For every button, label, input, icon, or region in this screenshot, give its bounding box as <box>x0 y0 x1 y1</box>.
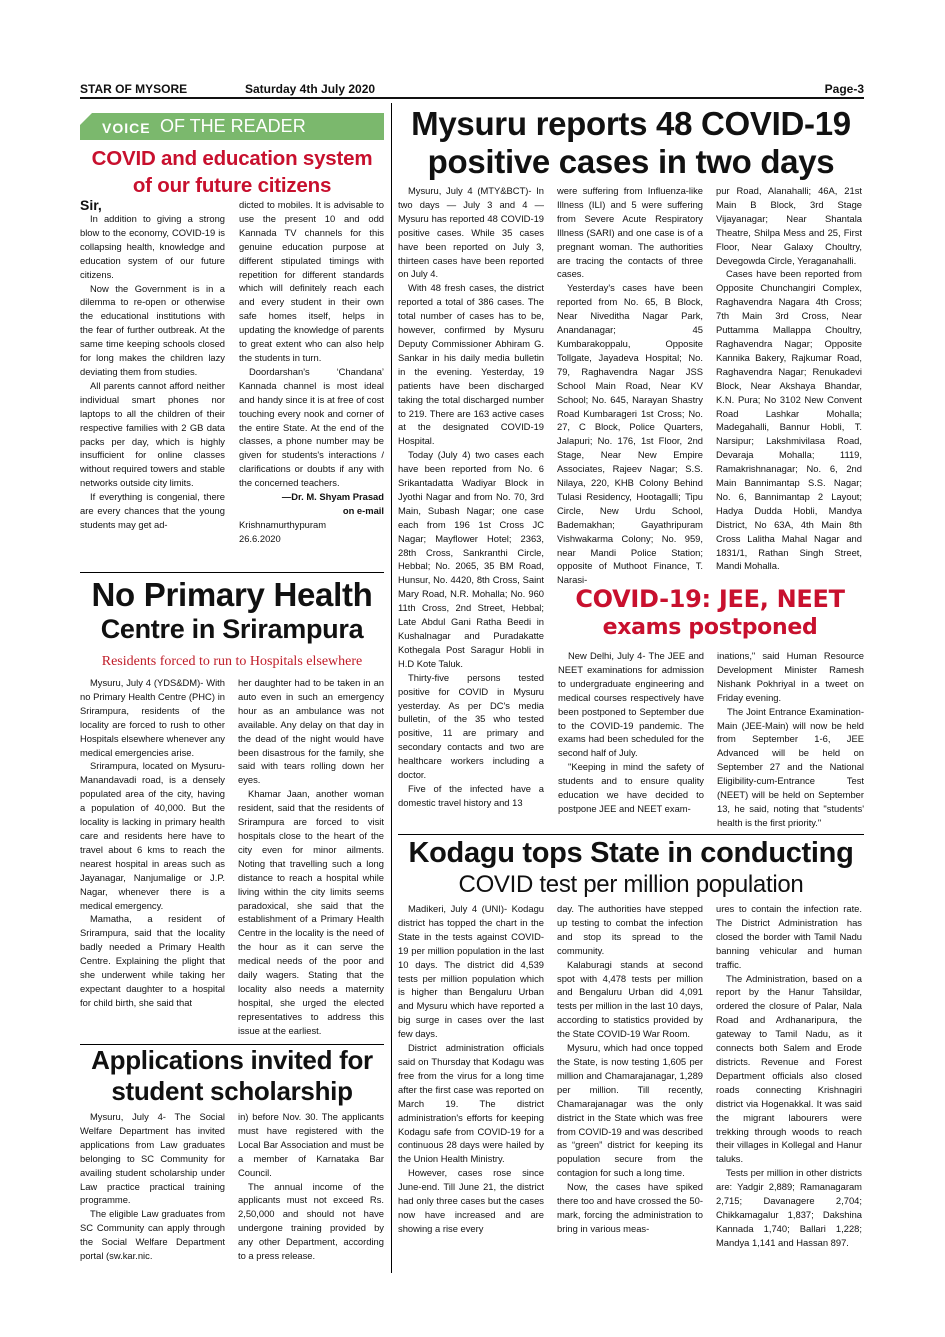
paragraph: In addition to giving a strong blow to the economy, COVID-19 is collapsing health, knowledge and education system of our future citizens. <box>80 213 225 280</box>
kodagu-body <box>398 902 864 1272</box>
letter-signature-via: on e-mail <box>342 504 384 516</box>
paragraph: her daughter had to be taken in an auto even in such an emergency hour as an ambulance was not available. Any delay on that day in the dead of the night would have been disastrous for the family, she said with tears rolling down her eyes. <box>238 677 384 786</box>
paragraph: Khamar Jaan, another woman resident, said that the residents of Srirampura are forced to visit hospitals close to the heart of the city even for minor ailments. Noting that travelling such a long distance to reach a hospital while living within the city limits seems paradoxical, she said that the establishment of a Primary Health Centre in the locality is the need of the hour as it can serve the medical needs of the poor and daily wagers. Stating that the locality also needs a maternity hospital, she urged the elected representatives to address this issue at the earliest. <box>238 788 384 1036</box>
phc-body <box>80 676 384 1042</box>
paragraph: With 48 fresh cases, the district reported a total of 386 cases. The total number of cases has to be, however, confirmed by Mysuru Deputy Commissioner Abhiram G. Sankar in his daily media bulletin in the evening. Yesterday, 19 patients have been discharged taking the total discharged number to 219. There are 163 active cases at the designated COVID-19 Hospital. <box>398 282 544 447</box>
scholarship-col-1 <box>80 1110 225 1272</box>
jee-col-2 <box>717 649 864 831</box>
paragraph: The Administration, based on a report by the Hanur Tahsildar, ordered the closure of Palar, Nala Road and Ardhanaripura, the gateway to Tamil Nadu, as it connects both Salem and Erode districts. Revenue and Forest Department officials also closed roads connecting Krishnagiri district via Hogenakkal. It was said the migrant labourers were trekking through woods to reach their villages in Kollegal and Hanur taluks. <box>716 972 862 1165</box>
column-divider <box>391 103 392 1273</box>
paragraph: The eligible Law graduates from SC Community can apply through the Social Welfare Department portal (sw.kar.nic. <box>80 1208 225 1262</box>
salutation: Sir, <box>80 197 102 213</box>
phc-col-2 <box>238 676 384 1042</box>
letter-headline <box>80 145 384 199</box>
phc-subhead: Residents forced to run to Hospitals elsewhere <box>101 654 363 669</box>
paragraph: The annual income of the applicants must not exceed Rs. 2,50,000 and should not have undergone training provided by any other Department, according to a press release. <box>238 1180 384 1262</box>
kodagu-headline <box>398 836 864 900</box>
phc-col-1 <box>80 676 225 1042</box>
issue-date: Saturday 4th July 2020 <box>245 82 376 96</box>
letter-col-1 <box>80 198 225 568</box>
covid-col-1 <box>398 184 544 808</box>
paragraph: were suffering from Influenza-like Illness (ILI) and 5 were suffering from Severe Acute Respiratory Illness (SARI) and one case is of a pregnant woman. The authorities are tracing the contacts of three cases. <box>557 185 703 280</box>
covid-headline-line2: positive cases in two days <box>427 143 835 180</box>
phc-headline-line2: Centre in Srirampura <box>100 614 364 644</box>
jee-col-1 <box>558 649 704 831</box>
header-rule <box>80 97 864 99</box>
paragraph: However, cases rose since June-end. Till June 21, the district had only three cases but the cases now have increased and are showing a rise every <box>398 1167 544 1234</box>
kodagu-col-1 <box>398 902 544 1272</box>
jee-headline-line2: exams postponed <box>602 615 818 640</box>
paragraph: pur Road, Alanahalli; 46A, 21st Main B Block, 3rd Stage Vijayanagar; Near Shantala Theatre, Shilpa Mess and 25, First Floor, Near Galaxy Choultry, Devegowda Circle, Yeraganahalli. <box>716 185 862 266</box>
paragraph: Kalaburagi stands at second spot with 4,478 tests per million and Bengaluru Urban did 4,091 tests per million in the last 10 days, according to statistics provided by the State COVID-19 War Room. <box>557 958 703 1040</box>
letter-place: Krishnamurthypuram <box>239 518 327 530</box>
letter-headline-line2: of our future citizens <box>132 174 332 197</box>
covid-headline-line1: Mysuru reports 48 COVID-19 <box>411 105 851 142</box>
paragraph: Mamatha, a resident of Srirampura, said that the locality badly needed a Primary Health Centre. Explaining the plight that she underwent while taking her expectant daughter to a hospital for child birth, she said that <box>80 913 225 1008</box>
covid-headline <box>398 105 864 181</box>
letter-signature: —Dr. M. Shyam Prasad <box>281 491 384 503</box>
paragraph: ures to contain the infection rate. The District Administration has closed the border with Tamil Nadu banning vehicular and human traffic. <box>716 903 862 970</box>
paragraph: Now the Government is in a dilemma to re-open or otherwise the educational institutions with the fear of further outbreak. At the same time keeping schools closed for long makes the children lazy deviating them from studies. <box>80 282 225 377</box>
covid-col-2 <box>557 184 703 586</box>
covid-col-3 <box>716 184 862 576</box>
paragraph: If everything is congenial, there are every chances that the young students may get ad- <box>80 491 225 530</box>
paragraph: Tests per million in other districts are: Yadgir 2,889; Ramanagaram 2,715; Davanagere 2,704; Chikkamagalur 1,837; Dakshina Kannada 1,740; Ballari 1,228; Mandya 1,141 and Hassan 897. <box>716 1167 862 1248</box>
voice-of-reader-band <box>80 113 384 140</box>
scholarship-headline-line2: student scholarship <box>111 1076 353 1106</box>
phc-headline-line1: No Primary Health <box>91 576 373 613</box>
jee-headline-line1: COVID-19: JEE, NEET <box>575 585 845 613</box>
paragraph: Mysuru, July 4- The Social Welfare Department has invited applications from Law graduates belonging to SC Community for availing student scholarship under Law practice practical training programme. <box>80 1111 225 1206</box>
of-the-reader-label: OF THE READER <box>160 116 306 136</box>
paragraph: District administration officials said on Thursday that Kodagu was free from the virus for a long time after the first case was reported on March 19. The district administration's efforts for keeping Kodagu safe from COVID-19 for a continuous 28 days were hailed by the Union Health Ministry. <box>398 1042 544 1165</box>
paragraph: Madikeri, July 4 (UNI)- Kodagu district has topped the chart in the State in the tests against COVID-19 per million population in the last 10 days. The district did 4,539 tests per million population which is higher than Bengaluru Urban and Mysuru which have reported a big surge in cases over the last few days. <box>398 903 544 1040</box>
paragraph: The Joint Entrance Examination-Main (JEE-Main) will now be held from September 1-6, JEE Advanced will be held on September 27 and the National Eligibility-cum-Entrance Test (NEET) will be held on September 13, he said, noting that "students' health is the first priority." <box>717 705 864 828</box>
paragraph: Mysuru, July 4 (MTY&BCT)- In two days — July 3 and 4 — Mysuru has reported 48 COVID-19 positive cases. While 35 cases have been reported on July 3, thirteen cases have been reported on July 4. <box>398 185 544 280</box>
paragraph: Mysuru, July 4 (YDS&DM)- With no Primary Health Centre (PHC) in Srirampura, residents of the locality are forced to rush to other Hospitals elsewhere whenever any medical emergencies arise. <box>80 677 225 758</box>
paragraph: Five of the infected have a domestic travel history and 13 <box>398 782 544 808</box>
kodagu-headline-line2: COVID test per million population <box>458 871 804 898</box>
kodagu-col-2 <box>557 902 703 1272</box>
paragraph: Now, the cases have spiked there too and have crossed the 50-mark, forcing the administration to bring in various meas- <box>557 1181 703 1234</box>
paragraph: Today (July 4) two cases each have been reported from No. 6 Srikantadatta Wadiyar Block in Jyothi Nagar and from No. 70, 3rd Main, Subash Nagar; one case each from 196 1st Cross JC Nagar; Mayflower Hotel; 2363, 28th Cross, Sankranthi Circle, Hebbal; No. 2065, 35 BM Road, Hunsur, No. 4420, 8th Cross, Saint Mary Road, N.R. Mohalla; No. 960 11th Cross, 2nd Street, Hebbal; Late Abdul Gani Ratha Beedi in Kushalnagar and Puradakatte Kothegala Post Saragur Hobli in H.D Kote Taluk. <box>398 449 544 669</box>
paragraph: in) before Nov. 30. The applicants must have registered with the Local Bar Association and must be a member of Karnataka Bar Council. <box>238 1111 384 1178</box>
kodagu-col-3 <box>716 902 862 1272</box>
paragraph: Srirampura, located on Mysuru-Manandavadi road, is a densely populated area of the city, having a population of 40,000. But the locality is lacking in primary health care and residents here have to travel about 6 kms to reach the nearest hospital in areas such as Jayanagar, Nanjumalige or J.P. Nagar, whenever there is a medical emergency. <box>80 760 225 911</box>
voice-label: VOICE <box>102 120 151 136</box>
letter-body <box>80 198 384 568</box>
scholarship-headline-line1: Applications invited for <box>91 1045 373 1075</box>
jee-headline <box>556 584 864 642</box>
kodagu-headline-line1: Kodagu tops State in conducting <box>408 837 854 869</box>
paragraph: Mysuru, which had once topped the State, is now testing 1,605 per million and Chamarajanagar, 1,289 per million. Till recently, Chamarajanagar was the only district in the State which was free from COVID-19 and was described as “green” district for keeping its population secure from the contagion for such a long time. <box>557 1042 703 1179</box>
letter-col-2 <box>239 198 384 568</box>
paragraph: All parents cannot afford neither individual smart phones nor laptops to all the children of their respective families with 2 GB data packs per day, which is highly insufficient for online classes without required towers and stable networks outside city limits. <box>80 379 225 489</box>
letter-headline-line1: COVID and education system <box>91 147 373 170</box>
paragraph: "Keeping in mind the safety of students and to ensure quality education we have decided to postpone JEE and NEET exam- <box>558 761 704 814</box>
paragraph: New Delhi, July 4- The JEE and NEET examinations for admission to undergraduate engineering and medical courses respectively have been postponed to September due to the COVID-19 pandemic. The exams had been scheduled for the second half of July. <box>558 650 704 759</box>
band-notch <box>80 113 92 125</box>
paragraph: Yesterday's cases have been reported from No. 65, B Block, Near Niveditha Nagar Park, Anandanagar; 45 Kumbarakoppalu, Opposite Tollgate, Jayadeva Hospital; No. 79, Raghavendra Nagar JSS School Main Road, Near KV School; No. 645, Narayan Shastry Road Kumbarageri 1st Cross; No. 27, C Block, Police Quarters, Jalapuri; No. 176, 1st Floor, 2nd Stage, Near New Empire Associates, Rajeev Nagar; S.S. Nilaya, 220, KHB Colony Behind Tulasi Residency, Hootagalli; Tipu Circle, New Urdu School, Bademakhan; Gayathripuram Vishwakarma Colony; No. 959, near Mandi Police Station; opposite of Muthoot Finance, T. Narasi- <box>557 282 703 586</box>
paragraph: Cases have been reported from Opposite Chunchangiri Complex, Raghavendra Nagara 4th Cross; 7th Main 3rd Cross, Near Puttamma Mallappa Choultry, Raghavendra Nagar; Opposite Kannika Bakery, Rajkumar Road, Raghavendra Nagar; Renukadevi Block, Near Akshaya Bhandar, K.N. Pura; No 3102 New Convent Road Lashkar Mohalla; Madegahalli, Bannur Hobli, T. Narsipur; Lakshmivilasa Road, Devaraja Mohalla; 1119, Ramakrishnanagar; No. 6, 2nd Main Bannimantap S.S. Nagar; No. 6, Bannimantap 2 Layout; Hadya Dudda Hobli, Mandya District, No 63A, 4th Main 8th Cross Lalitha Mahal Nagar and 1831/1, Rathan Singh Street, Mandi Mohalla. <box>716 268 862 572</box>
letter-date: 26.6.2020 <box>239 532 281 544</box>
jee-body <box>558 649 864 831</box>
scholarship-headline <box>80 1045 384 1107</box>
paragraph: Thirty-five persons tested positive for COVID in Mysuru yesterday. As per DC's media bulletin, of the 35 who tested positive, 11 are primary and secondary contacts and two are healthcare workers including a doctor. <box>398 671 544 781</box>
phc-headline <box>80 576 384 645</box>
paragraph: dicted to mobiles. It is advisable to use the present 10 and odd Kannada TV channels for this genuine education purpose at different stipulated timings with repetition for different standards which will definitely reach each and every student in their own safe homes itself, helps in updating the knowledge of parents to great extent who can also help the students in turn. <box>239 199 384 363</box>
paragraph: Doordarshan's ‘Chandana’ Kannada channel is most ideal and handy since it is at free of cost touching every nook and corner of the entire State. At the end of the classes, a phone number may be given for students's interactions / clarifications or doubts if any with the concerned teachers. <box>239 365 384 489</box>
scholarship-body <box>80 1110 384 1272</box>
page-header <box>80 82 864 98</box>
divider <box>80 572 384 573</box>
divider <box>398 834 864 835</box>
scholarship-col-2 <box>238 1110 384 1272</box>
publication-name: STAR OF MYSORE <box>80 82 188 96</box>
paragraph: day. The authorities have stepped up testing to combat the infection and stop its spread to the community. <box>557 903 703 956</box>
paragraph: inations," said Human Resource Development Minister Ramesh Nishank Pokhriyal in a tweet on Friday evening. <box>717 650 864 703</box>
page-number: Page-3 <box>824 82 864 96</box>
